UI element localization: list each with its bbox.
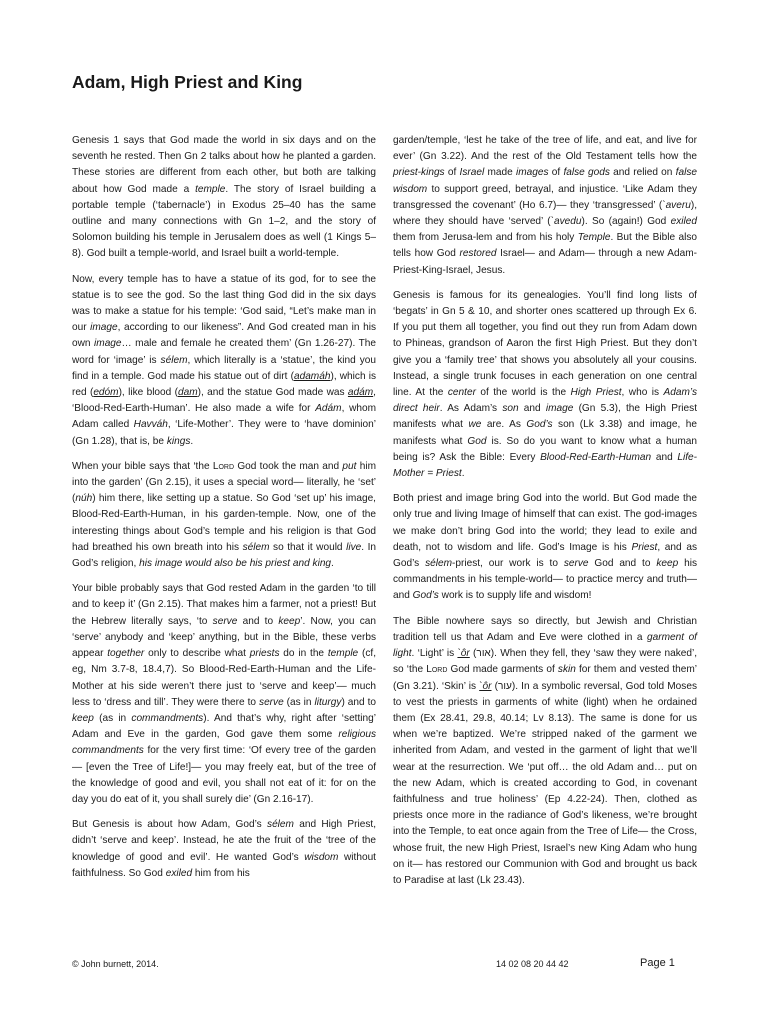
- footer-copyright: © John burnett, 2014.: [72, 959, 159, 969]
- paragraph: Genesis 1 says that God made the world in six days and on the seventh he rested. Then Gn 2 talks about how he planted a garden. These stories are different from each other, but both are talking about how God made a temple. The story of Israel building a portable temple (‘tabernacle’) in Exodus 25–40 has the same outline and many connections with Gn 1–2, and the story of Solomon building his temple in Jerusalem does as well (1 Kings 5–8). God built a temple-world, and Israel built a world-temple.: [72, 135, 376, 260]
- right-column: [393, 133, 697, 898]
- paragraph: Both priest and image bring God into the world. But God made the only true and living Image of himself that can exist. The god-images we make don’t bring God into the world; they lead to exile and death, not to wisdom and life. God’s Image is his Priest, and as God’s sélem-priest, our work is to serve God and to keep his commandments in his temple-world— to practice mercy and truth— and God’s work is to supply life and wisdom!: [393, 493, 697, 602]
- footer-timestamp: 14 02 08 20 44 42: [496, 959, 569, 969]
- paragraph: But Genesis is about how Adam, God’s sélem and High Priest, didn’t ‘serve and keep’. Instead, he ate the fruit of the ‘tree of the knowledge of good and evil’. He wanted God’s wisdom without faithfulness. So God exiled him from his: [72, 819, 376, 879]
- paragraph: The Bible nowhere says so directly, but Jewish and Christian tradition tell us that Adam and Eve were clothed in a garment of light. ‘Light’ is `ôr (אור). When they fell, they ‘saw they were naked’, so ‘the Lord God made garments of skin for them and vested them’ (Gn 3.21). ‘Skin’ is `ôr (עור). In a symbolic reversal, God told Moses to vest the priests in garments of white (light) when he ordained them (Ex 28.41, 29.8, 40.14; Lv 8.13). The same is done for us when we’re baptized. We’re stripped naked of the garment we inherited from Adam, and vested in the garment of light that we’ll wear at the resurrection. We ‘put off… the old Adam and… put on the new Adam, which is created according to God, in covenant faithfulness and true holiness’ (Ep 4.22-24). Then, clothed as priests once more in the radiance of God’s likeness, we’re brought into the Temple, to eat once again from the Tree of Life— the Cross, whose fruit, the new High Priest, Israel’s new King Adam who hung on it— has restored our Communion with God and brought us back to Paradise at last (Lk 23.43).: [393, 615, 698, 886]
- page-number: Page 1: [640, 957, 675, 969]
- paragraph: Now, every temple has to have a statue of its god, for to see the statue is to see the god. So the last thing God did in the six days was to make a statue for his temple: ‘God said, “Let’s make man in our image, according to our likeness”. And God created man in his own image… male and female he created them’ (Gn 1.26-27). The word for ‘image’ is sélem, which literally is a ‘statue’, the kind you find in a temple. God made his statue out of dirt (adamáh), which is red (edóm), like blood (dam), and the statue God made was adám, ‘Blood-Red-Earth-Human’. He also made a wife for Adám, whom Adam called Havváh, ‘Life-Mother’. They were to ‘have dominion’ (Gn 1.28), that is, be kings.: [72, 273, 377, 447]
- paragraph: Your bible probably says that God rested Adam in the garden ‘to till and to keep it’ (Gn 2.15). That makes him a farmer, not a priest! But the Hebrew literally says, ‘to serve and to keep’. Now, you can ‘serve’ anybody and ‘keep’ anything, but in the Bible, these verbs appear together only to describe what priests do in the temple (cf, eg, Nm 3.7-8, 18.4,7). So Blood-Red-Earth-Human and the Life-Mother at his side weren’t there just to ‘serve and keep’— much less to ‘dress and till’. They were there to serve (as in liturgy) and to keep (as in commandments). And that’s why, right after ‘setting’ Adam and Eve in the garden, God gave them some religious commandments for the very first time: ‘Of every tree of the garden— [even the Tree of Life!]— you may freely eat, but of the tree of the knowledge of good and evil, you shall not eat of it: for on the day you do eat of it, you shall surely die’ (Gn 2.16-17).: [72, 583, 377, 805]
- page-title: Adam, High Priest and King: [72, 72, 303, 92]
- paragraph: Genesis is famous for its genealogies. You’ll find long lists of ‘begats’ in Gn 5 & 10, and shorter ones scattered up through Ex 6. If you put them all together, you find out they run from Adam down to Phineas, grandson of Aaron the first High Priest. But they don’t give you a ‘family tree’ that shows you absolutely all your cousins. Instead, a single trunk focuses in each generation on one central line. At the center of the world is the High Priest, who is Adam’s direct heir. As Adam’s son and image (Gn 5.3), the High Priest manifests what we are. As God’s son (Lk 3.38) and image, he manifests what God is. So do you want to know what a human being is? Ask the Bible: Every Blood-Red-Earth-Human and Life-Mother = Priest.: [393, 289, 698, 480]
- paragraph: When your bible says that ‘the Lord God took the man and put him into the garden’ (Gn 2.15), it uses a special word— literally, he ‘set’ (núh) him there, like setting up a statue. So God ‘set up’ his image, Blood-Red-Earth-Human, in his garden-temple. Now, one of the interesting things about God’s temple and his religion is that God had breathed his own breath into his sélem so that it would live. In God’s religion, his image would also be his priest and king.: [72, 460, 376, 570]
- paragraph: garden/temple, ‘lest he take of the tree of life, and eat, and live for ever’ (Gn 3.22). And the rest of the Old Testament tells how the priest-kings of Israel made images of false gods and relied on false wisdom to support greed, betrayal, and injustice. ‘Like Adam they transgressed the covenant’ (Ho 6.7)— they ‘transgressed’ (`averu), where they should have ‘served’ (`avedu). So (again!) God exiled them from Jerusa-lem and from his holy Temple. But the Bible also tells how God restored Israel— and Adam— through a new Adam-Priest-King-Israel, Jesus.: [393, 135, 697, 276]
- left-column: [72, 133, 376, 891]
